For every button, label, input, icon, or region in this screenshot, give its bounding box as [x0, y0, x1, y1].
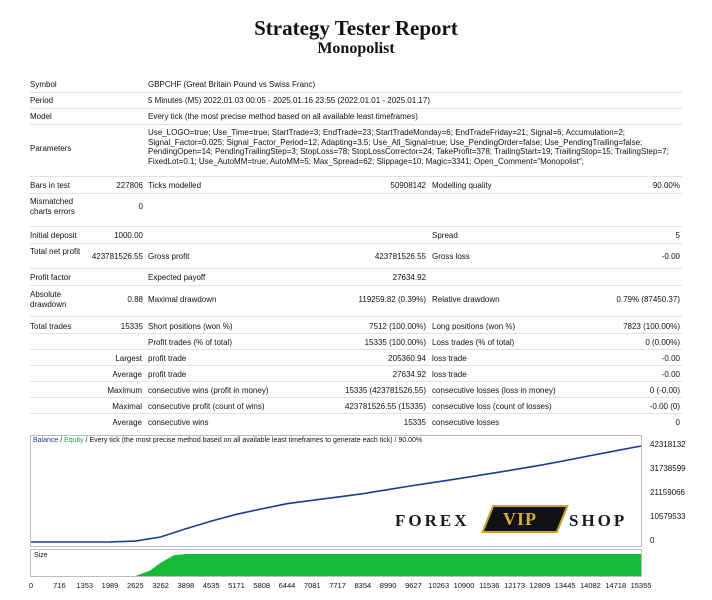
netprofit-label: Total net profit	[30, 247, 81, 256]
largest-loss-value: -0.00	[661, 354, 680, 363]
grossprofit-value: 423781526.55	[374, 252, 426, 261]
avg-wins-value: 15335	[403, 418, 426, 427]
row-divider	[30, 176, 682, 177]
legend-separator: /	[58, 437, 65, 444]
short-value: 7512 (100.00%)	[369, 322, 426, 331]
avg-profit-label: profit trade	[148, 370, 187, 379]
avg-loss-value: -0.00	[661, 370, 680, 379]
avg-losses-label: consecutive losses	[432, 418, 500, 427]
y-tick-label: 31738599	[650, 464, 686, 473]
maximal-loss-label: consecutive loss (count of losses)	[432, 402, 552, 411]
average-label: Average	[112, 370, 142, 379]
chart-legend	[33, 437, 422, 444]
reldd-label: Relative drawdown	[432, 295, 500, 304]
size-chart-svg	[31, 550, 641, 576]
ticks-label: Ticks modelled	[148, 181, 202, 190]
x-tick-label: 3262	[152, 581, 169, 590]
profit-trades-value: 15335 (100.00%)	[364, 338, 426, 347]
avg-losses-value: 0	[675, 418, 680, 427]
deposit-value: 1000.00	[114, 231, 143, 240]
maxdd-value: 119259.82 (0.39%)	[358, 295, 426, 304]
absdd-value: 0.88	[127, 295, 143, 304]
max-wins-value: 15335 (423781526.55)	[345, 386, 426, 395]
parameters-value: Use_LOGO=true; Use_Time=true; StartTrade=3; EndTrade=23; StartTradeMonday=6; EndTradeFriday=21; Signal=6; Accumulation=2; Signal_Factor=0.025; Signal_Factor_Period=12; Adapting=3.5; Use_All_Signal=true; Use_PendingOrder=false; Use_PendingTrailing=false; PendingOpen=14; PendingTrailingStep=3; StopLoss=78; StopLossCorrector=24; TakeProfit=378; TrailingStart=19; TrailingStop=15; TrailingStep=7; FixedLot=0.1; Use_AutoMM=true; AutoMM=5; Max_Spread=62; Slippage=10; Magic=3341; Open_Comment="Monopolist";	[148, 128, 669, 166]
report-subtitle: Monopolist	[317, 40, 395, 57]
short-label: Short positions (won %)	[148, 322, 233, 331]
payoff-label: Expected payoff	[148, 273, 206, 282]
row-divider	[30, 268, 682, 269]
bars-label: Bars in test	[30, 181, 71, 190]
size-label: Size	[34, 552, 48, 559]
maximal-loss-value: -0.00 (0)	[649, 402, 680, 411]
model-label: Model	[30, 112, 52, 121]
x-tick-label: 15355	[630, 581, 652, 590]
x-tick-label: 4535	[202, 581, 220, 590]
avg-loss-label: loss trade	[432, 370, 467, 379]
row-divider	[30, 365, 682, 366]
max-wins-label: consecutive wins (profit in money)	[148, 386, 269, 395]
x-tick-label: 5171	[228, 581, 245, 590]
forex-vip-shop-watermark	[395, 501, 635, 541]
legend-balance: Balance	[33, 437, 59, 444]
x-tick-label: 3898	[177, 581, 195, 590]
row-divider	[30, 349, 682, 350]
symbol-label: Symbol	[30, 80, 57, 89]
row-divider	[30, 381, 682, 382]
x-tick-label: 12173	[504, 581, 526, 590]
payoff-value: 27634.92	[392, 273, 426, 282]
y-tick-label: 21159066	[650, 488, 685, 497]
loss-trades-value: 0 (0.00%)	[645, 338, 680, 347]
netprofit-value: 423781526.55	[91, 252, 143, 261]
pf-label: Profit factor	[30, 273, 71, 282]
x-tick-label: 9627	[405, 581, 422, 590]
row-divider	[30, 413, 682, 414]
row-divider	[30, 108, 682, 109]
x-tick-label: 10900	[453, 581, 475, 590]
maximum-label: Maximum	[107, 386, 142, 395]
x-tick-label: 0	[28, 581, 34, 590]
row-divider	[30, 92, 682, 93]
quality-value: 90.00%	[652, 181, 680, 190]
parameters-label: Parameters	[30, 144, 72, 153]
ticks-value: 50908142	[390, 181, 426, 190]
grossloss-label: Gross loss	[432, 252, 470, 261]
symbol-value: GBPCHF (Great Britain Pound vs Swiss Franc)	[148, 80, 316, 89]
mismatch-value: 0	[138, 202, 143, 211]
y-tick-label: 0	[650, 536, 655, 545]
grossprofit-label: Gross profit	[148, 252, 190, 261]
row-divider	[30, 226, 682, 227]
y-tick-label: 42318132	[650, 440, 686, 449]
maxdd-label: Maximal drawdown	[148, 295, 217, 304]
row-divider	[30, 397, 682, 398]
x-tick-label: 7081	[303, 581, 321, 590]
trades-label: Total trades	[30, 322, 72, 331]
period-label: Period	[30, 96, 54, 105]
x-tick-label: 5808	[253, 581, 271, 590]
report-title: Strategy Tester Report	[254, 16, 458, 40]
x-tick-label: 10263	[428, 581, 450, 590]
x-tick-label: 1353	[76, 581, 94, 590]
bars-value: 227806	[116, 181, 143, 190]
loss-trades-label: Loss trades (% of total)	[432, 338, 515, 347]
long-label: Long positions (won %)	[432, 322, 516, 331]
maximal-profit-value: 423781526.55 (15335)	[345, 402, 426, 411]
x-tick-label: 14082	[579, 581, 601, 590]
grossloss-value: -0.00	[661, 252, 680, 261]
row-divider	[30, 333, 682, 334]
largest-profit-label: profit trade	[148, 354, 187, 363]
x-tick-label: 6444	[278, 581, 296, 590]
watermark-badge-text: VIP	[503, 509, 537, 529]
x-tick-label: 2625	[126, 581, 144, 590]
profit-trades-label: Profit trades (% of total)	[148, 338, 233, 347]
x-tick-label: 8990	[379, 581, 397, 590]
x-tick-label: 7717	[329, 581, 346, 590]
maximal-label: Maximal	[112, 402, 142, 411]
row-divider	[30, 193, 682, 194]
watermark-left: FOREX	[395, 511, 470, 530]
trades-value: 15335	[120, 322, 143, 331]
period-value: 5 Minutes (M5) 2022.01.03 00:05 - 2025.01.16 23:55 (2022.01.01 - 2025.01.17)	[148, 96, 430, 105]
avg-wins-label: consecutive wins	[148, 418, 209, 427]
largest-profit-value: 205360.94	[388, 354, 426, 363]
max-losses-label: consecutive losses (loss in money)	[432, 386, 556, 395]
x-tick-label: 11536	[479, 581, 500, 590]
x-tick-label: 1989	[101, 581, 119, 590]
row-divider	[30, 124, 682, 125]
average2-label: Average	[112, 418, 142, 427]
x-tick-label: 12809	[529, 581, 551, 590]
row-divider	[30, 285, 682, 286]
long-value: 7823 (100.00%)	[623, 322, 680, 331]
absdd-label: Absolute drawdown	[30, 290, 67, 309]
max-losses-value: 0 (-0.00)	[649, 386, 680, 395]
row-divider	[30, 243, 682, 244]
size-chart	[30, 549, 642, 577]
row-divider	[30, 316, 682, 317]
model-value: Every tick (the most precise method based on all available least timeframes)	[148, 112, 418, 121]
deposit-label: Initial deposit	[30, 231, 77, 240]
y-tick-label: 10579533	[650, 512, 686, 521]
x-tick-label: 716	[53, 581, 66, 590]
size-area	[31, 554, 641, 576]
legend-description: / Every tick (the most precise method based on all available least timeframes to generate each tick) / 90.00%	[83, 437, 423, 444]
x-tick-label: 8354	[354, 581, 372, 590]
spread-label: Spread	[432, 231, 458, 240]
x-tick-label: 14718	[605, 581, 627, 590]
legend-equity: Equity	[64, 437, 84, 444]
largest-loss-label: loss trade	[432, 354, 467, 363]
quality-label: Modelling quality	[432, 181, 492, 190]
avg-profit-value: 27634.92	[392, 370, 426, 379]
watermark-right: SHOP	[569, 511, 628, 530]
x-tick-label: 13445	[554, 581, 576, 590]
mismatch-label: Mismatched charts errors	[30, 197, 75, 216]
largest-label: Largest	[115, 354, 142, 363]
reldd-value: 0.79% (87450.37)	[616, 295, 680, 304]
spread-value: 5	[675, 231, 680, 240]
maximal-profit-label: consecutive profit (count of wins)	[148, 402, 265, 411]
